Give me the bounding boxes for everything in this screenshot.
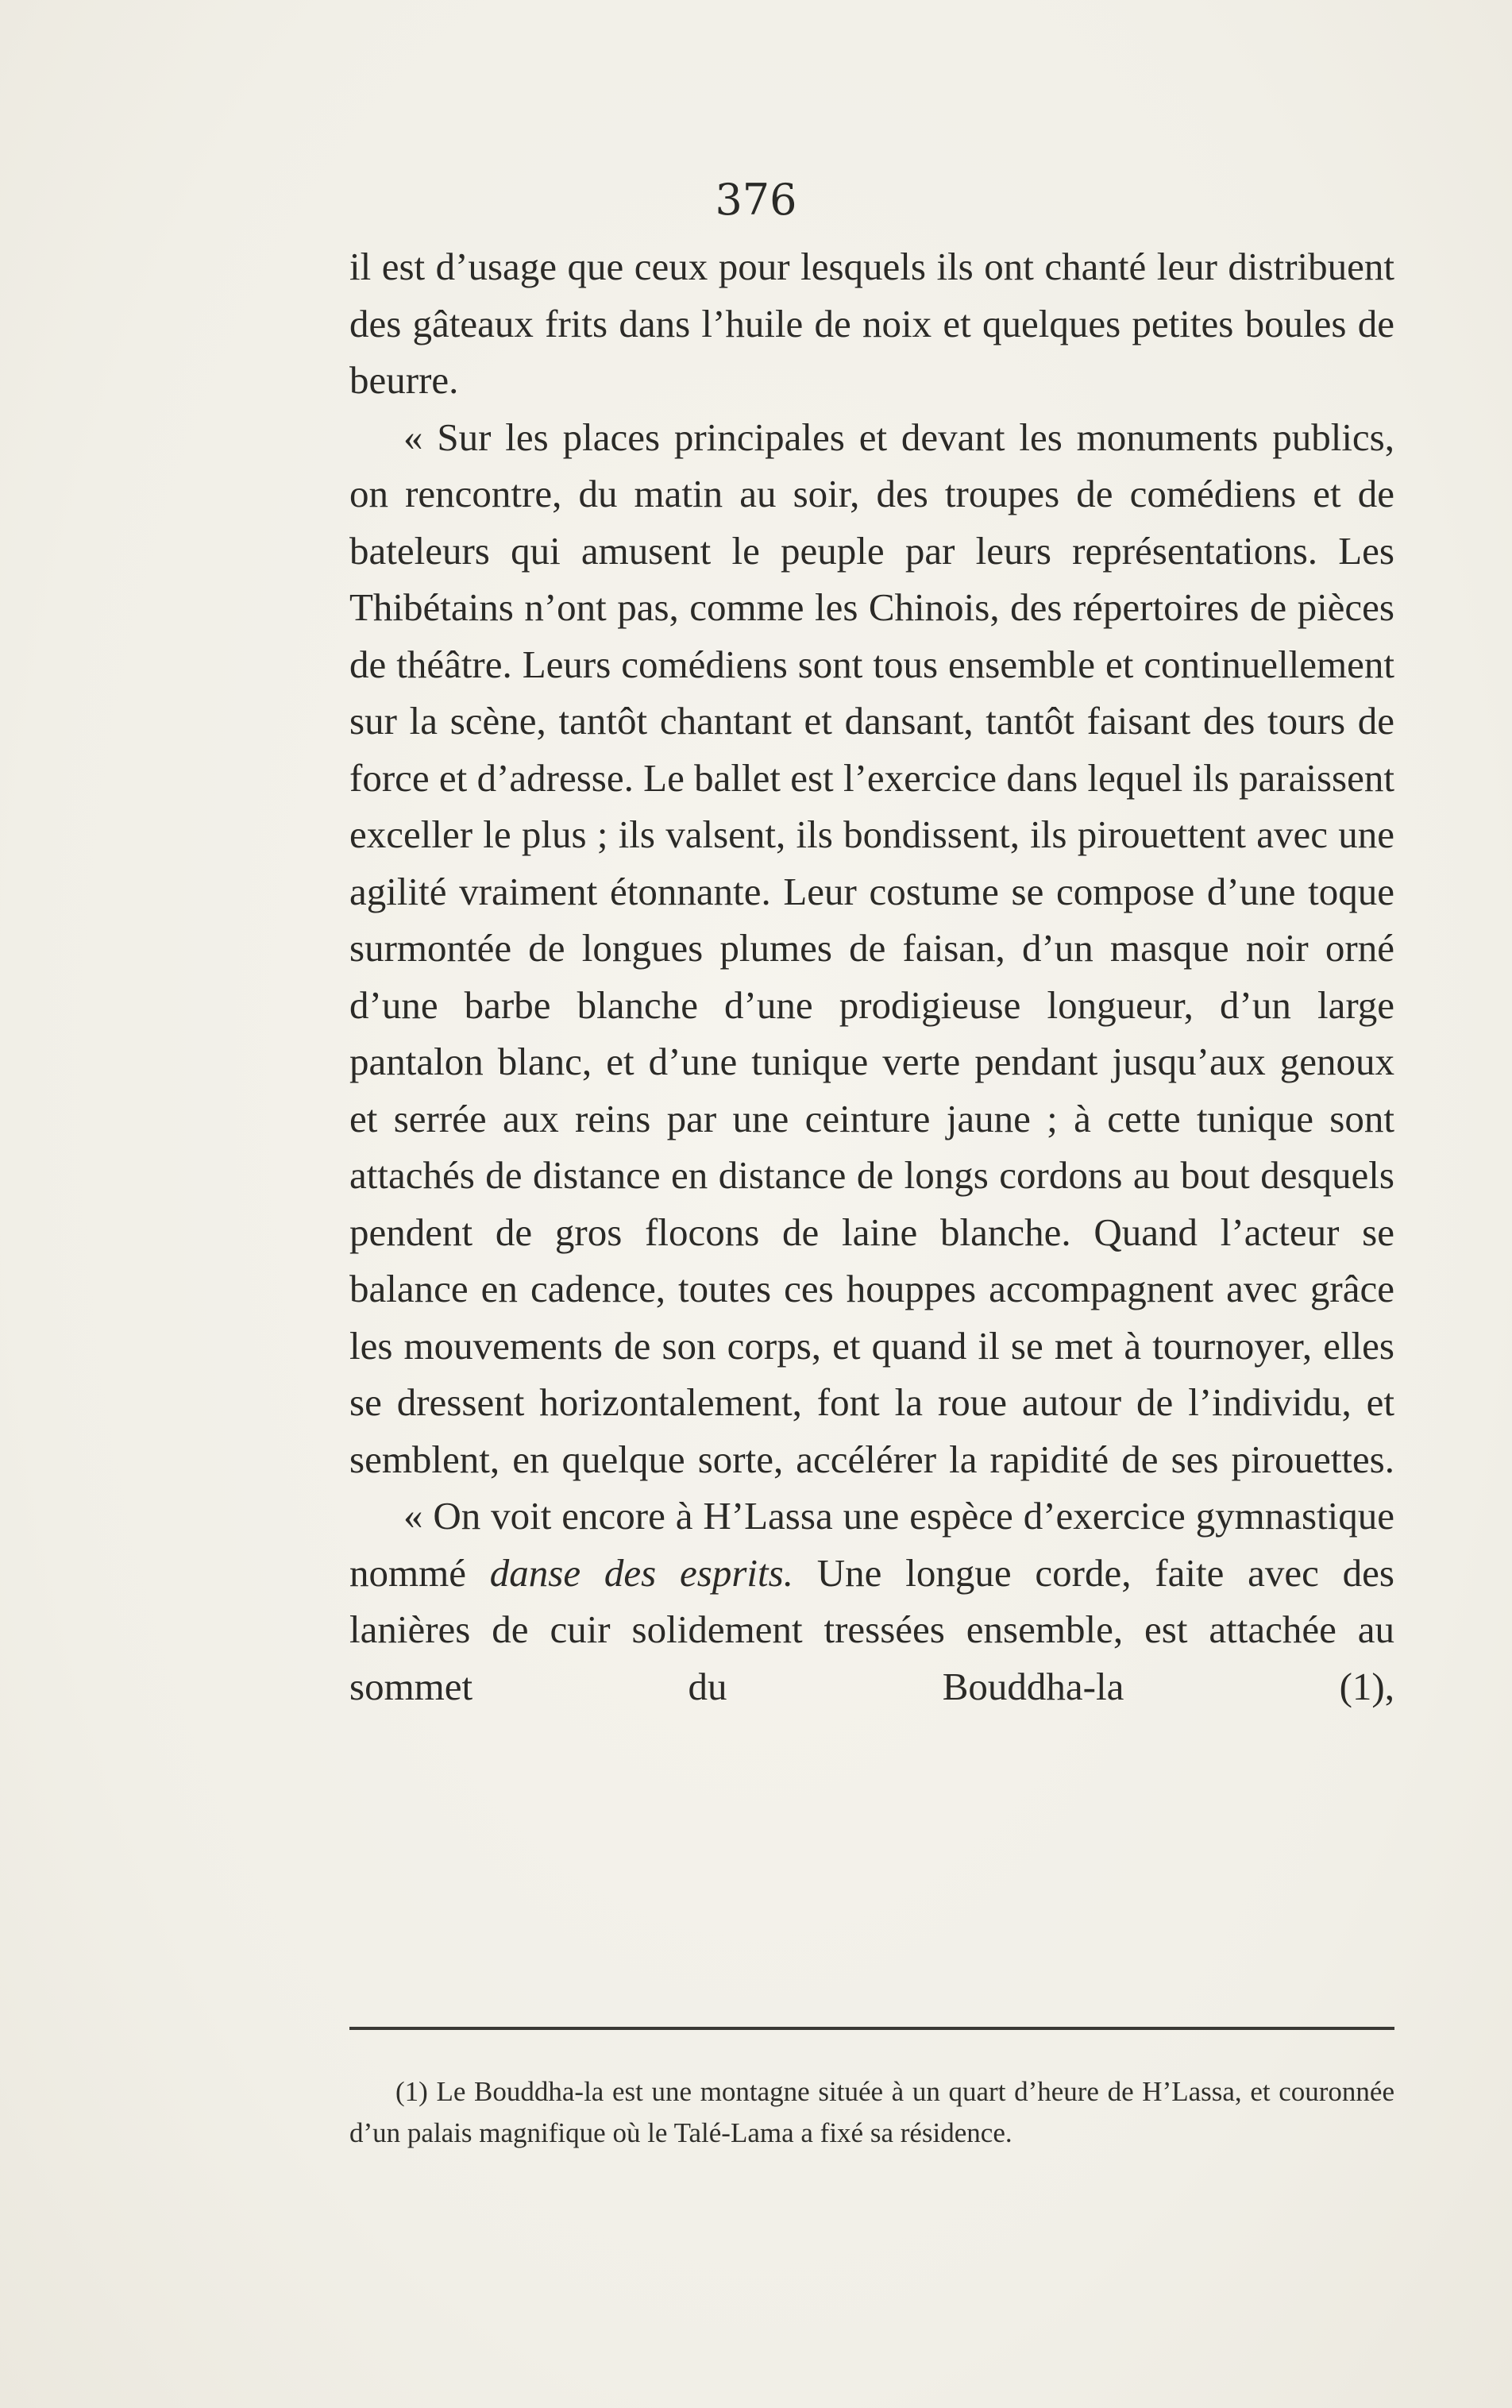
footnotes <box>349 2071 1394 2154</box>
paragraph-text-after-italic: Une longue corde, faite avec des lanières de cuir solidement tressées ensemble, est attachée au sommet du Bouddha-la (1), <box>349 1550 1394 1708</box>
paragraph-spirit-dance <box>349 1488 1394 1715</box>
paragraph-theatre: « Sur les places principales et devant les monuments publics, on rencontre, du matin au soir, des troupes de comédiens et de bateleurs qui amusent le peuple par leurs représentations. Les Thibétains n’ont pas, comme les Chinois, des répertoires de pièces de théâtre. Leurs comédiens sont tous ensemble et continuellement sur la scène, tantôt chantant et dansant, tantôt faisant des tours de force et d’adresse. Le ballet est l’exercice dans lequel ils paraissent exceller le plus ; ils valsent, ils bondissent, ils pirouettent avec une agilité vraiment étonnante. Leur costume se compose d’une toque surmontée de longues plumes de faisan, d’un masque noir orné d’une barbe blanche d’une prodigieuse longueur, d’un large pantalon blanc, et d’une tunique verte pendant jusqu’aux genoux et serrée aux reins par une ceinture jaune ; à cette tunique sont attachés de distance en distance de longs cordons au bout desquels pendent de gros flocons de laine blanche. Quand l’acteur se balance en cadence, toutes ces houppes accompagnent avec grâce les mouvements de son corps, et quand il se met à tournoyer, elles se dressent horizontalement, font la roue autour de l’individu, et semblent, en quelque sorte, accélérer la rapidité de ses pirouettes. <box>349 415 1394 1481</box>
body-text <box>349 238 1394 1715</box>
italic-term: danse des esprits. <box>489 1550 793 1595</box>
page-number: 376 <box>715 175 797 225</box>
paragraph-text-before-italic: « On voit encore à H’Lassa une espèce d’exercice gymnastique nommé <box>349 1494 1394 1595</box>
footnote-separator <box>349 2027 1394 2030</box>
footnote: (1) Le Bouddha-la est une montagne située à un quart d’heure de H’Lassa, et couronnée d’un palais magnifique où le Talé-Lama a fixé sa résidence. <box>349 2076 1394 2148</box>
paragraph-continuation: il est d’usage que ceux pour lesquels ils ont chanté leur distribuent des gâteaux frits dans l’huile de noix et quelques petites boules de beurre. <box>349 245 1394 402</box>
